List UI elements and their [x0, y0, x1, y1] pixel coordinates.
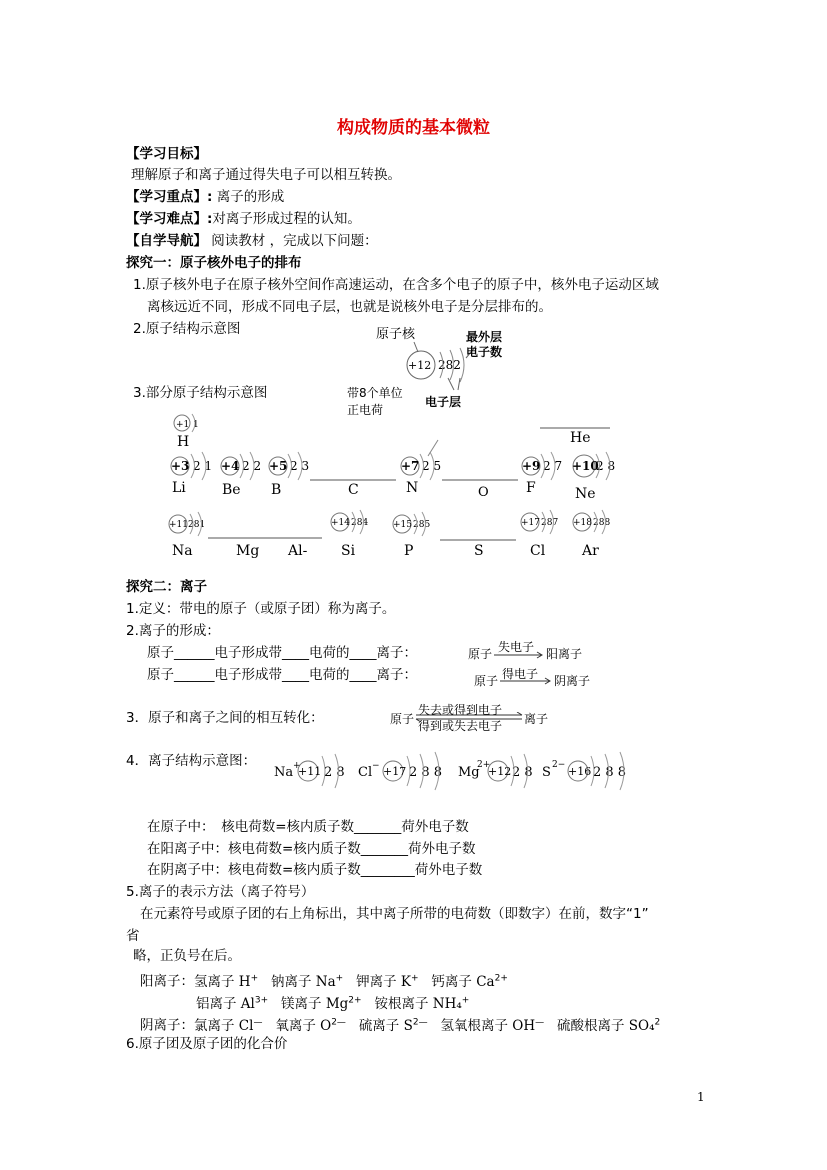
label-charge2: 正电荷 [347, 403, 384, 417]
difficulty-text: 对离子形成过程的认知。 [212, 211, 361, 227]
explore2-heading: 探究二：离子 [126, 579, 207, 595]
in-anion: 在阴离子中：核电荷数=核内质子数________荷外电子数 [147, 862, 483, 878]
svg-text:B: B [271, 482, 282, 498]
formation-line-b: 原子______电子形成带____电荷的____离子： [147, 667, 417, 683]
guide-heading: 【自学导航】 [126, 233, 207, 249]
explore1-p3: 3.部分原子结构示意图 [133, 385, 268, 401]
svg-text:2+: 2+ [477, 760, 491, 770]
svg-text:2−: 2− [552, 760, 566, 770]
svg-text:+11: +11 [169, 520, 188, 530]
arrow2-left: 原子 [474, 674, 499, 688]
symbol-S: S [474, 543, 484, 559]
ion-structure-diagram [272, 744, 652, 794]
notation-line1b: 省 [126, 928, 140, 944]
symbol-Mg: Mg [236, 543, 260, 559]
focus-heading: 【学习重点】: [126, 189, 213, 205]
svg-text:+3: +3 [171, 459, 190, 473]
explore2-ion-diagram: 4．离子结构示意图： [126, 753, 257, 769]
label-nucleus: 原子核 [376, 327, 416, 342]
objective-text: 理解原子和离子通过得失电子可以相互转换。 [131, 167, 401, 183]
svg-text:+15: +15 [393, 520, 412, 530]
svg-text:Ar: Ar [582, 543, 599, 559]
explore1-heading: 探究一：原子核外电子的排布 [126, 255, 302, 271]
atom-Li [171, 452, 212, 496]
guide-line [126, 232, 378, 250]
focus-text: 离子的形成 [216, 189, 285, 205]
svg-text:Ne: Ne [575, 486, 596, 502]
difficulty-heading: 【学习难点】: [126, 211, 213, 227]
page-number: 1 [697, 1090, 705, 1104]
atom-Ne [572, 452, 615, 502]
symbol-C: C [348, 482, 359, 498]
cation-H: 氢离子 H+ [194, 973, 259, 990]
svg-text:2 8: 2 8 [596, 459, 616, 473]
arrow1-right: 阳离子 [546, 647, 583, 661]
svg-text:S: S [542, 765, 551, 780]
svg-text:284: 284 [351, 518, 369, 528]
cations-row1 [140, 969, 508, 991]
svg-text:P: P [404, 543, 414, 559]
svg-text:2 8: 2 8 [512, 765, 533, 780]
svg-text:2 1: 2 1 [193, 459, 213, 473]
svg-text:+18: +18 [573, 518, 592, 528]
conv-right: 离子 [524, 712, 549, 726]
notation-heading: 5.离子的表示方法（离子符号） [126, 884, 315, 900]
atoms-diagram [160, 410, 630, 565]
svg-text:+12: +12 [488, 765, 512, 778]
svg-text:N: N [406, 480, 419, 496]
ion-Cl [358, 752, 442, 790]
explore1-p1-line1: 1.原子核外电子在原子核外空间作高速运动，在含多个电子的原子中，核外电子运动区域 [133, 277, 659, 293]
svg-text:Mg: Mg [458, 765, 480, 780]
svg-text:Be: Be [222, 482, 241, 498]
arrow1-top: 失电子 [498, 640, 535, 654]
svg-text:2 8 8: 2 8 8 [593, 765, 627, 780]
svg-text:+7: +7 [401, 459, 420, 473]
svg-text:F: F [526, 480, 536, 496]
svg-text:+16: +16 [568, 765, 592, 778]
svg-text:+5: +5 [269, 459, 288, 473]
label-outer: 最外层 [466, 330, 503, 344]
anions-row [140, 1013, 660, 1035]
explore2-formation: 2.离子的形成： [126, 623, 220, 639]
svg-text:Na: Na [274, 765, 294, 780]
explore2-convert: 3．原子和离子之间的相互转化： [126, 710, 324, 726]
cation-Na: 钠离子 Na+ [271, 973, 344, 990]
svg-text:+1: +1 [176, 420, 190, 430]
cation-K: 钾离子 K+ [356, 973, 419, 990]
cation-Al: 铝离子 $Al^{3+}$ [196, 995, 269, 1012]
focus-line [126, 188, 284, 206]
anion-SO4: 硫酸根离子 SO₄$^2$ [556, 1017, 661, 1034]
ion-Na [274, 754, 345, 788]
arrow2-right: 阴离子 [554, 674, 591, 688]
notation-line2: 略，正负号在后。 [133, 948, 241, 964]
svg-text:2 8 8: 2 8 8 [409, 765, 443, 780]
atom-P [393, 512, 430, 559]
explore1-p1-line2: 离核远近不同，形成不同电子层，也就是说核外电子是分层排布的。 [147, 299, 552, 315]
radical-heading: 6.原子团及原子团的化合价 [126, 1036, 288, 1052]
guide-text: 阅读教材 ，完成以下问题： [211, 233, 378, 249]
ion-Mg [458, 754, 533, 788]
in-atom: 在原子中： 核电荷数=核内质子数_______荷外电子数 [147, 819, 469, 835]
atom-Na [169, 512, 205, 559]
svg-text:285: 285 [413, 520, 431, 530]
svg-text:2 2: 2 2 [242, 459, 262, 473]
arrow2-top: 得电子 [502, 667, 539, 681]
cation-label: 阳离子： [140, 973, 194, 990]
svg-text:+14: +14 [331, 518, 350, 528]
in-cation: 在阳离子中：核电荷数=核内质子数_______荷外电子数 [147, 841, 476, 857]
atom-B [269, 452, 309, 498]
objective-heading: 【学习目标】 [126, 146, 207, 162]
svg-text:2 8: 2 8 [324, 765, 345, 780]
ion-S [542, 752, 626, 790]
conv-top: 失去或得到电子 [418, 703, 503, 717]
anion-OH: 氢氧根离子 OH— [440, 1017, 545, 1034]
svg-text:+4: +4 [221, 459, 240, 473]
atom-Be [221, 452, 261, 498]
label-outer2: 电子数 [466, 345, 503, 359]
symbol-He: He [570, 430, 591, 446]
svg-text:Cl: Cl [530, 543, 546, 559]
atom-F [522, 452, 562, 496]
svg-text:281: 281 [188, 520, 206, 530]
svg-text:2 5: 2 5 [422, 459, 442, 473]
anion-O: 氧离子 $O^{2—}$ [275, 1017, 346, 1034]
label-layer: 电子层 [425, 395, 462, 409]
symbol-Al: Al- [288, 543, 308, 559]
svg-text:288: 288 [593, 518, 611, 528]
atom-Si [331, 510, 368, 559]
anion-S: 硫离子 $S^{2—}$ [358, 1017, 428, 1034]
cation-Mg: 镁离子 $Mg^{2+}$ [281, 995, 362, 1012]
arrow1 [494, 650, 546, 660]
svg-text:2 7: 2 7 [543, 459, 563, 473]
svg-text:+17: +17 [383, 765, 407, 778]
anion-label: 阴离子： [140, 1017, 194, 1034]
svg-text:+: + [293, 761, 301, 771]
svg-text:287: 287 [541, 518, 559, 528]
explore1-p2: 2.原子结构示意图 [133, 321, 241, 337]
mg-shells: 282 [438, 358, 461, 372]
arrow2 [500, 676, 554, 686]
conv-bottom: 得到或失去电子 [418, 719, 503, 733]
svg-text:+9: +9 [522, 459, 541, 473]
formation-line-a: 原子______电子形成带____电荷的____离子： [147, 645, 417, 661]
svg-text:+17: +17 [521, 518, 540, 528]
cation-NH4: 铵根离子 NH₄+ [374, 995, 470, 1012]
anion-Cl: 氯离子 Cl— [194, 1017, 263, 1034]
notation-line1: 在元素符号或原子团的右上角标出，其中离子所带的电荷数（即数字）在前，数字“1” [140, 906, 649, 922]
atom-N [401, 440, 441, 496]
mg-nucleus: +12 [408, 359, 432, 372]
atom-Cl [521, 510, 558, 559]
page-title: 构成物质的基本微粒 [337, 118, 490, 138]
svg-text:Na: Na [172, 543, 193, 559]
atom-H [174, 414, 199, 450]
cation-Ca: 钙离子 $Ca^{2+}$ [431, 973, 508, 990]
symbol-O: O [478, 485, 489, 500]
conversion-arrows [414, 712, 526, 722]
svg-text:+10: +10 [572, 459, 599, 473]
svg-text:Cl: Cl [358, 765, 373, 780]
svg-text:Li: Li [172, 480, 186, 496]
difficulty-line [126, 210, 361, 228]
cations-row2 [196, 991, 469, 1013]
svg-text:1: 1 [193, 420, 199, 430]
svg-text:2 3: 2 3 [290, 459, 310, 473]
atom-Ar [573, 510, 610, 559]
label-charge1: 带8个单位 [347, 386, 403, 400]
arrow1-left: 原子 [468, 647, 493, 661]
svg-text:−: − [372, 761, 380, 771]
svg-text:H: H [177, 434, 190, 450]
conv-left: 原子 [390, 712, 415, 726]
explore2-def: 1.定义：带电的原子（或原子团）称为离子。 [126, 601, 396, 617]
svg-text:+11: +11 [298, 765, 322, 778]
svg-text:Si: Si [341, 543, 356, 559]
